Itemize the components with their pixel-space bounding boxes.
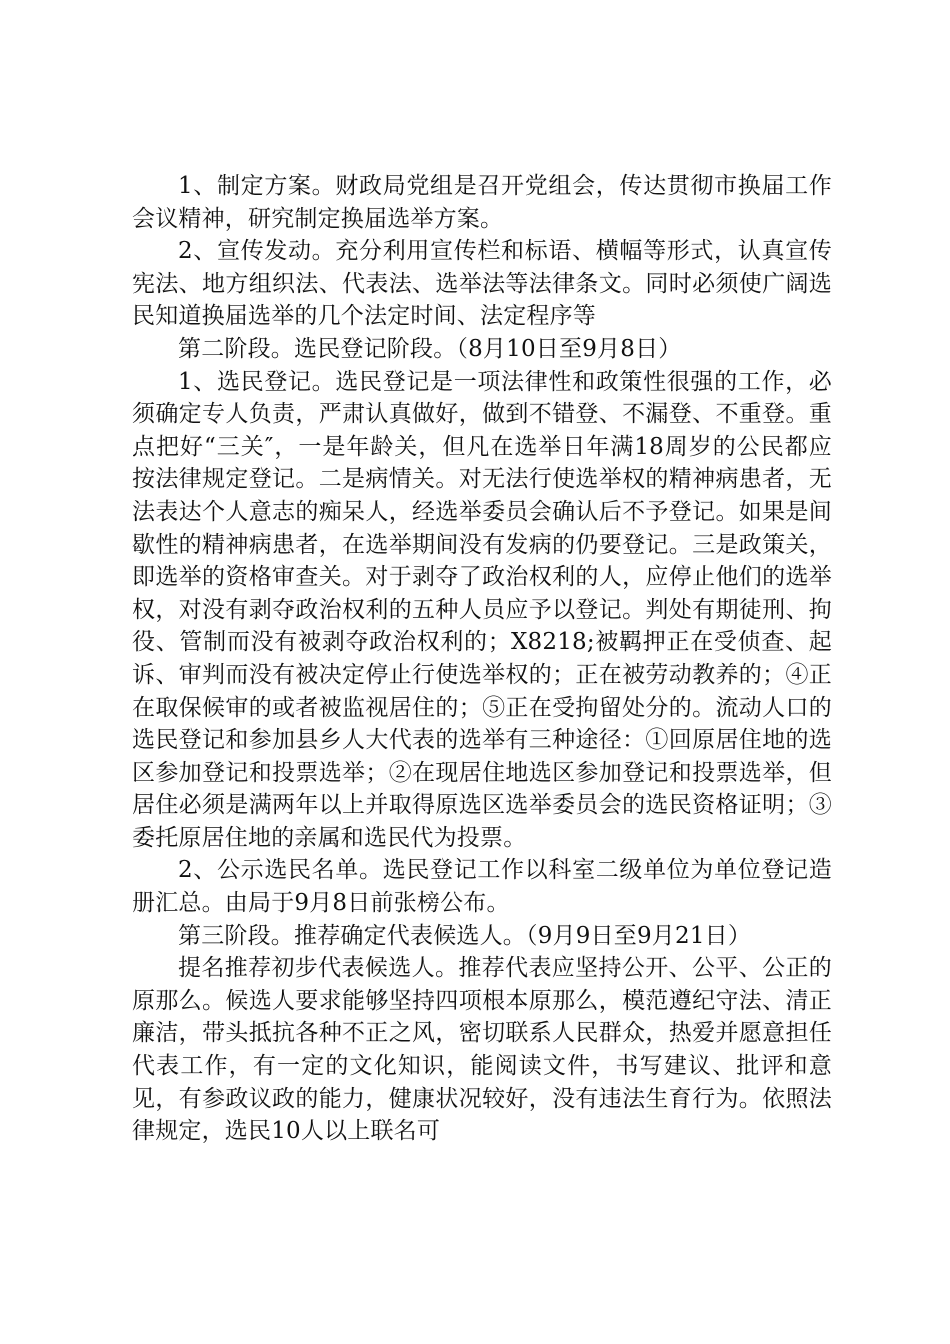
paragraph-publicity: 2、宣传发动。充分利用宣传栏和标语、横幅等形式，认真宣传宪法、地方组织法、代表法、选举法等法律条文。同时必须使广阔选民知道换届选举的几个法定时间、法定程序等 bbox=[132, 238, 832, 330]
stage-two-heading: 第二阶段。选民登记阶段。（8月10日至9月8日） bbox=[178, 335, 682, 362]
paragraph-nominate-candidates: 提名推荐初步代表候选人。推荐代表应坚持公开、公平、公正的原那么。候选人要求能够坚持四项根本原那么，模范遵纪守法、清正廉洁，带头抵抗各种不正之风，密切联系人民群众，热爱并愿意担任代表工作，有一定的文化知识，能阅读文件，书写建议、批评和意见，有参政议政的能力，健康状况较好，没有违法生育行为。依照法律规定，选民10人以上联名可 bbox=[132, 955, 832, 1145]
paragraph-make-plan: 1、制定方案。财政局党组是召开党组会，传达贯彻市换届工作会议精神，研究制定换届选举方案。 bbox=[132, 173, 832, 232]
stage-three-heading: 第三阶段。推荐确定代表候选人。（9月9日至9月21日） bbox=[178, 922, 752, 949]
document-body bbox=[132, 170, 832, 1148]
paragraph-publish-voter-list: 2、公示选民名单。选民登记工作以科室二级单位为单位登记造册汇总。由局于9月8日前张榜公布。 bbox=[132, 857, 832, 917]
paragraph-voter-registration: 1、选民登记。选民登记是一项法律性和政策性很强的工作，必须确定专人负责，严肃认真做好，做到不错登、不漏登、不重登。重点把好“三关″，一是年龄关，但凡在选举日年满18周岁的公民都应按法律规定登记。二是病情关。对无法行使选举权的精神病患者，无法表达个人意志的痴呆人，经选举委员会确认后不予登记。如果是间歇性的精神病患者，在选举期间没有发病的仍要登记。三是政策关，即选举的资格审查关。对于剥夺了政治权利的人，应停止他们的选举权，对没有剥夺政治权利的五种人员应予以登记。判处有期徒刑、拘役、管制而没有被剥夺政治权利的；X8218;被羁押正在受侦查、起诉、审判而没有被决定停止行使选举权的；正在被劳动教养的；④正在取保候审的或者被监视居住的；⑤正在受拘留处分的。流动人口的选民登记和参加县乡人大代表的选举有三种途径：①回原居住地的选区参加登记和投票选举；②在现居住地选区参加登记和投票选举，但居住必须是满两年以上并取得原选区选举委员会的选民资格证明；③委托原居住地的亲属和选民代为投票。 bbox=[132, 368, 832, 851]
